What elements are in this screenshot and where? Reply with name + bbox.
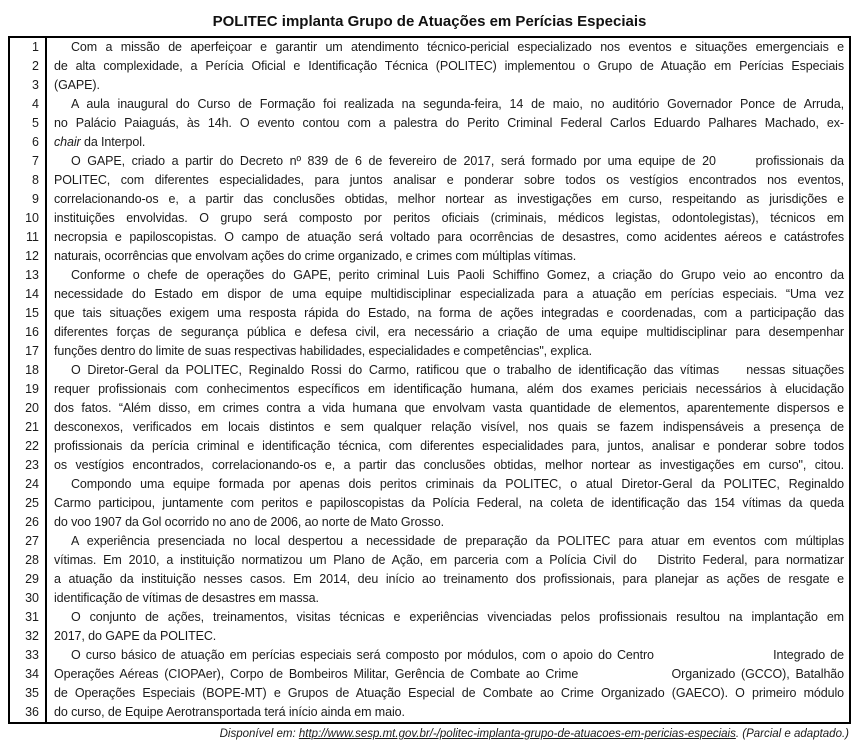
line-number: 19 [10,380,47,399]
text-lines-container [10,38,849,722]
line-number: 4 [10,95,47,114]
text-line-row [10,285,849,304]
text-line-row [10,589,849,608]
source-attribution [8,728,849,740]
line-text: Compondo uma equipe formada por apenas dois peritos criminais da POLITEC, o atual Diretor-Geral da POLITEC, Reginaldo [71,477,844,491]
line-text: O GAPE, criado a partir do Decreto nº 839 de 6 de fevereiro de 2017, será formado por uma equipe de 20 profissionais da [71,154,844,168]
text-line-row [10,551,849,570]
line-text: naturais, ocorrências que envolvam ações do crime organizado, e crimes com múltiplas vítimas. [54,249,577,263]
text-line-row [10,418,849,437]
text-line-row [10,57,849,76]
line-text: do curso, de Equipe Aerotransportada terá início ainda em maio. [54,705,405,719]
line-number: 34 [10,665,47,684]
line-text: desconexos, verificados em locais distintos e sem qualquer relação visível, nos quais se fazem indispensáveis a presença de [54,420,844,434]
text-line-row [10,475,849,494]
line-number: 23 [10,456,47,475]
text-line-row [10,228,849,247]
line-number: 32 [10,627,47,646]
line-number: 3 [10,76,47,95]
line-number: 25 [10,494,47,513]
text-line-row [10,152,849,171]
text-line-row [10,608,849,627]
text-line-row [10,494,849,513]
line-number: 13 [10,266,47,285]
source-prefix: Disponível em: [219,728,299,740]
line-text: os vestígios encontrados, correlacionando-os e, a partir das conclusões obtidas, melhor nortear as investigações em curso", citou. [54,458,844,472]
line-text: diferentes forças de segurança pública e defesa civil, era necessário a criação de uma equipe multidisciplinar para desempenhar [54,325,844,339]
line-text: no Palácio Paiaguás, às 14h. O evento contou com a palestra do Perito Criminal Federal Carlos Eduardo Palhares Machado, ex- [54,116,844,130]
document-title: POLITEC implanta Grupo de Atuações em Perícias Especiais [212,13,647,30]
line-number: 24 [10,475,47,494]
line-number: 7 [10,152,47,171]
line-text: dos fatos. “Além disso, em crimes contra a vida humana que envolvam vasta quantidade de elementos, aparentemente dispersos e [54,401,844,415]
text-line-row [10,532,849,551]
italic-text: chair [54,135,81,149]
text-line-row [10,703,849,722]
text-line-row [10,380,849,399]
line-number: 28 [10,551,47,570]
text-line-row [10,513,849,532]
line-number: 6 [10,133,47,152]
line-number: 9 [10,190,47,209]
line-number: 14 [10,285,47,304]
line-number: 12 [10,247,47,266]
text-line-row [10,399,849,418]
line-number: 20 [10,399,47,418]
line-number: 29 [10,570,47,589]
text-line-row [10,570,849,589]
line-text: Conforme o chefe de operações do GAPE, perito criminal Luis Paoli Schiffino Gomez, a criação do Grupo veio ao encontro da [71,268,844,282]
line-number: 8 [10,171,47,190]
line-number: 27 [10,532,47,551]
line-text: 2017, do GAPE da POLITEC. [54,629,217,643]
line-number: 10 [10,209,47,228]
text-line-row [10,171,849,190]
line-number: 26 [10,513,47,532]
line-text: necessidade do Estado em dispor de uma equipe multidisciplinar especializada para a atuação em perícias especiais. “Uma vez [54,287,844,301]
text-line-row [10,38,849,57]
line-number: 21 [10,418,47,437]
plain-text: da Interpol. [80,135,146,149]
line-text: de alta complexidade, a Perícia Oficial e Identificação Técnica (POLITEC) implementou o Grupo de Atuação em Perícias Especiais [54,59,844,73]
line-text: O Diretor-Geral da POLITEC, Reginaldo Rossi do Carmo, ratificou que o trabalho de identificação das vítimas nessas situações [71,363,844,377]
line-number: 30 [10,589,47,608]
line-number: 18 [10,361,47,380]
text-table [8,36,851,724]
text-line-row [10,456,849,475]
line-text: POLITEC, com diferentes especialidades, para juntos analisar e ponderar sobre todos os vestígios encontrados nos eventos, [54,173,844,187]
line-number: 15 [10,304,47,323]
line-text [47,133,849,152]
text-line-row [10,361,849,380]
text-line-row [10,266,849,285]
text-line-row [10,247,849,266]
line-text: do voo 1907 da Gol ocorrido no ano de 2006, ao norte de Mato Grosso. [54,515,444,529]
text-line-row [10,437,849,456]
text-line-row [10,114,849,133]
line-text: necropsia e papiloscopistas. O campo de atuação será voltado para ocorrências de desastres, como acidentes aéreos e catástrofes [54,230,844,244]
text-line-row [10,342,849,361]
line-text: Carmo participou, juntamente com peritos e papiloscopistas da Polícia Federal, na coleta de identificação das 154 vítimas da queda [54,496,844,510]
text-line-row [10,627,849,646]
source-link[interactable]: http://www.sesp.mt.gov.br/-/politec-implanta-grupo-de-atuacoes-em-pericias-especiais [298,728,736,740]
text-line-row [10,646,849,665]
line-text: correlacionando-os e, a partir das conclusões obtidas, melhor nortear as investigações em curso, respeitando as jurisdições e [54,192,844,206]
line-text: de Operações Especiais (BOPE-MT) e Grupos de Atuação Especial de Combate ao Crime Organizado (GAECO). O primeiro módulo [54,686,844,700]
text-line-row [10,133,849,152]
line-number: 22 [10,437,47,456]
line-text: identificação de vítimas de desastres em massa. [54,591,319,605]
line-text: A aula inaugural do Curso de Formação foi realizada na segunda-feira, 14 de maio, no auditório Governador Ponce de Arruda, [71,97,844,111]
line-text: A experiência presenciada no local despertou a necessidade de preparação da POLITEC para atuar em eventos com múltiplas [71,534,844,548]
line-text: a atuação da instituição nesses casos. Em 2014, deu início ao treinamento dos profissionais, para planejar as ações de resgate e [54,572,844,586]
line-text: Com a missão de aperfeiçoar e garantir um atendimento técnico-pericial especializado nos eventos e situações emergenciais e [71,40,844,54]
line-text: Operações Aéreas (CIOPAer), Corpo de Bombeiros Militar, Gerência de Combate ao Crime Organizado (GCCO), Batalhão [54,667,844,681]
text-line-row [10,95,849,114]
line-text: O curso básico de atuação em perícias especiais será composto por módulos, com o apoio do Centro Integrado de [71,648,844,662]
text-line-row [10,209,849,228]
line-text: profissionais da perícia criminal e identificação técnica, com diferentes especialidades para, juntos, analisar e ponderar sobre todos [54,439,844,453]
line-text: requer profissionais com conhecimentos específicos em identificação humana, além dos exames periciais necessários à elucidação [54,382,844,396]
text-line-row [10,665,849,684]
line-number: 11 [10,228,47,247]
text-line-row [10,304,849,323]
line-text: instituições envolvidas. O grupo será composto por peritos oficiais (criminais, médicos legistas, odontolegistas), técnicos em [54,211,844,225]
line-number: 33 [10,646,47,665]
line-text: O conjunto de ações, treinamentos, visitas técnicas e experiências vivenciadas pelos profissionais resultou na implantação em [71,610,844,624]
line-text: vítimas. Em 2010, a instituição normatizou um Plano de Ação, em parceria com a Polícia Civil do Distrito Federal, para normatizar [54,553,844,567]
line-number: 36 [10,703,47,722]
line-text: funções dentro do limite de suas respectivas habilidades, especialidades e competências", explica. [54,344,593,358]
line-number: 16 [10,323,47,342]
line-text: (GAPE). [54,78,100,92]
source-suffix: . (Parcial e adaptado.) [735,728,849,740]
line-number: 1 [10,38,47,57]
text-line-row [10,684,849,703]
line-text: que tais situações exigem uma resposta rápida do Estado, na forma de ações integradas e coordenadas, com a participação das [54,306,844,320]
text-line-row [10,190,849,209]
line-number: 5 [10,114,47,133]
line-number: 17 [10,342,47,361]
line-number: 2 [10,57,47,76]
text-line-row [10,323,849,342]
text-line-row [10,76,849,95]
line-number: 35 [10,684,47,703]
line-number: 31 [10,608,47,627]
